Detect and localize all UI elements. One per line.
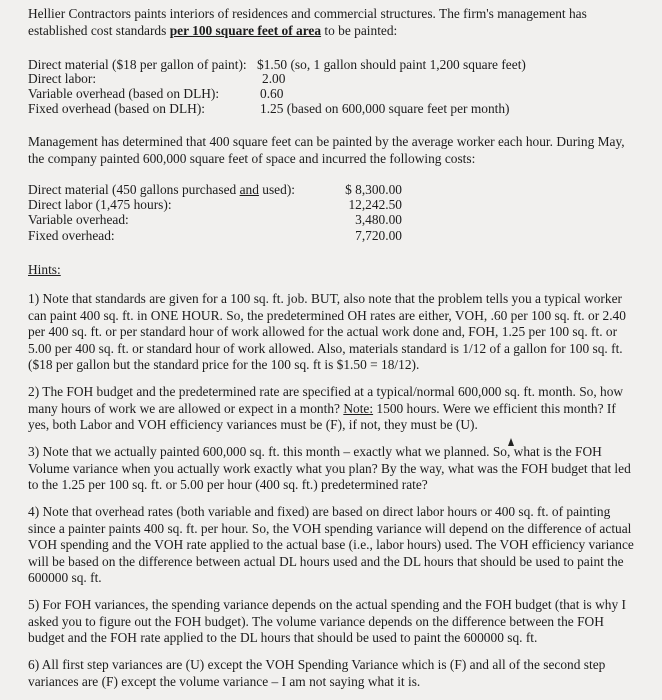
- cost-label: Direct material (450 gallons purchased and used):: [28, 182, 295, 197]
- cost-value: 7,720.00: [355, 228, 402, 243]
- standard-value: 0.60: [260, 86, 284, 101]
- cost-label: Fixed overhead:: [28, 228, 115, 243]
- standard-label: Variable overhead (based on DLH):: [28, 86, 220, 101]
- hint-item: 1) Note that standards are given for a 100 sq. ft. job. BUT, also note that the problem tells you a typical worker can paint 400 sq. ft. in ONE HOUR. So, the predetermined OH rates are either, VOH, .60 per 100 sq. ft. or 2.40 per 400 sq. ft. or per standard hour of work allowed for the actual work done and, FOH, 1.25 per 100 sq. ft. or 5.00 per 400 sq. ft. or standard hour of work allowed. Also, materials standard is 1/12 of a gallon for 100 sq. ft. ($18 per gallon but the standard price for the 100 sq. ft is $1.50 = 18/12).: [28, 291, 626, 373]
- standard-label: Direct material ($18 per gallon of paint):: [28, 57, 247, 72]
- cost-value: 12,242.50: [348, 197, 402, 212]
- mouse-cursor-icon: [508, 438, 514, 446]
- cost-label: Direct labor (1,475 hours):: [28, 197, 172, 212]
- management-paragraph: Management has determined that 400 square feet can be painted by the average worker each hour. During May, the company painted 600,000 square feet of space and incurred the following costs:: [28, 134, 625, 166]
- intro-paragraph: [28, 6, 638, 39]
- hint-item: 3) Note that we actually painted 600,000 sq. ft. this month – exactly what we planned. So, what is the FOH Volume variance when you actually work exactly what you plan? By the way, what was the FOH budget that led to the 1.25 per 100 sq. ft. or 5.00 per hour (400 sq. ft.) predetermined rate?: [28, 444, 631, 493]
- hint-item: 4) Note that overhead rates (both variable and fixed) are based on direct labor hours or 400 sq. ft. of painting since a painter paints 400 sq. ft. per hour. So, the VOH spending variance will depend on the difference of actual VOH spending and the VOH rate applied to the actual base (i.e., labor hours) used. The VOH efficiency variance will be based on the difference between actual DL hours used and the DL hours that should be used to paint the 600000 sq. ft.: [28, 504, 634, 586]
- intro-text: Hellier Contractors paints interiors of residences and commercial structures. The firm's management has established cost standards: [28, 6, 587, 38]
- standard-value: 1.25 (based on 600,000 square feet per month): [260, 101, 510, 116]
- standard-label: Direct labor:: [28, 71, 97, 86]
- hint-item: 2) The FOH budget and the predetermined rate are specified at a typical/normal 600,000 sq. ft. month. So, how many hours of work we are allowed or expect in a month? Note: 1500 hours. Were we efficient this month? If yes, both Labor and VOH efficiency variances must be (F), if not, they must be (U).: [28, 384, 624, 433]
- standard-value: 2.00: [262, 71, 286, 86]
- hint-item: 6) All first step variances are (U) except the VOH Spending Variance which is (F) and all of the second step variances are (F) except the volume variance – I am not saying what it is.: [28, 657, 606, 689]
- cost-value: $ 8,300.00: [345, 182, 402, 197]
- standard-label: Fixed overhead (based on DLH):: [28, 101, 206, 116]
- cost-value: 3,480.00: [355, 212, 402, 227]
- standard-value: $1.50 (so, 1 gallon should paint 1,200 square feet): [257, 57, 526, 72]
- hints-title: Hints:: [28, 262, 61, 277]
- intro-emphasis: per 100 square feet of area: [169, 22, 322, 38]
- cost-label: Variable overhead:: [28, 212, 129, 227]
- intro-tail: to be painted:: [321, 22, 398, 38]
- hint-item: 5) For FOH variances, the spending variance depends on the actual spending and the FOH budget (that is why I asked you to figure out the FOH budget). The volume variance depends on the difference between the FOH budget and the FOH rate applied to the DL hours that should be used to paint the 600000 sq. ft.: [28, 597, 626, 646]
